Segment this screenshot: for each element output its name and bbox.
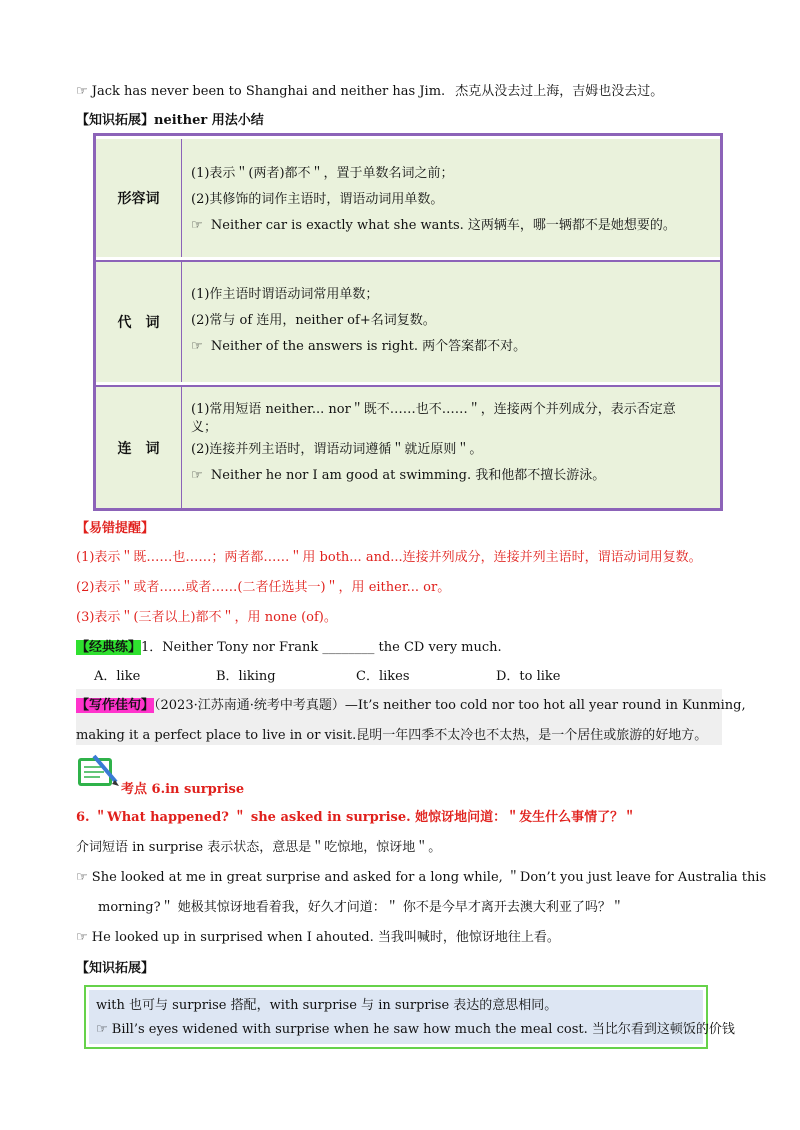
mistake-item: (3)表示＂(三者以上)都不＂，用 none (of)。: [76, 610, 337, 625]
row-label: 连 词: [96, 387, 182, 508]
option-c: C．likes: [356, 669, 410, 684]
row-content: [191, 282, 714, 360]
kaodian-label: 考点 6.in surprise: [121, 782, 245, 797]
option-a: A．like: [94, 669, 141, 684]
writing-line-2: making it a perfect place to live in or visit.昆明一年四季不太冷也不太热，是一个居住或旅游的好地方。: [76, 728, 708, 743]
row-example: ☞ Neither he nor I am good at swimming. 我和他都不擅长游泳。: [191, 468, 606, 483]
row-content: [191, 161, 714, 239]
surprise-box-content: [89, 990, 735, 1044]
row-label: 代 词: [96, 262, 182, 382]
intro-example: [76, 80, 663, 99]
row-line: (2)其修饰的词作主语时，谓语动词用单数。: [191, 192, 444, 207]
mistake-item: (1)表示＂既……也……；两者都……＂用 both... and...连接并列成分，连接并列主语时，谓语动词用复数。: [76, 550, 702, 565]
practice-tag: 【经典练】: [76, 640, 142, 655]
point6-title: 6. ＂What happened? ＂ she asked in surprise. 她惊讶地问道：＂发生什么事情了？＂: [76, 810, 637, 825]
example-1-text: She looked at me in great surprise and asked for a long while, ＂Don’t you just leave for Australia this: [91, 870, 767, 885]
writing-tag: 【写作佳句】: [76, 698, 155, 713]
row-example: ☞ Neither car is exactly what she wants. 这两辆车，哪一辆都不是她想要的。: [191, 218, 676, 233]
row-line: (1)表示＂(两者)都不＂，置于单数名词之前；: [191, 166, 454, 181]
neither-heading: [76, 109, 264, 128]
mistake-item: (2)表示＂或者……或者……(二者任选其一)＂，用 either... or。: [76, 580, 451, 595]
pointer-hand-icon: ☞: [76, 84, 88, 99]
table-row-conjunction: [96, 387, 720, 508]
pointer-hand-icon: ☞: [96, 1022, 108, 1037]
point6-example-2: [76, 926, 560, 945]
pointer-hand-icon: ☞: [191, 339, 203, 354]
row-line: (1)作主语时谓语动词常用单数；: [191, 287, 379, 302]
pointer-hand-icon: ☞: [76, 870, 88, 885]
pointer-hand-icon: ☞: [191, 218, 203, 233]
neither-usage-table: [93, 133, 723, 511]
surprise-knowledge-box: [84, 985, 735, 1049]
neither-heading-bracket: 【知识拓展】: [76, 113, 155, 128]
ext-heading: 【知识拓展】: [76, 961, 155, 976]
neither-heading-text: neither 用法小结: [154, 113, 264, 128]
practice-question: [76, 636, 502, 655]
row-line: (1)常用短语 neither... nor＂既不……也不……＂，连接两个并列成分，表示否定意: [191, 402, 676, 417]
row-line: 义；: [191, 420, 218, 435]
practice-question-text: 1．Neither Tony nor Frank ________ the CD very much.: [141, 640, 502, 655]
point6-example-1-cont: morning?＂ 她极其惊讶地看着我，好久才问道：＂ 你不是今早才离开去澳大利亚了吗？＂: [98, 900, 624, 915]
intro-example-en: Jack has never been to Shanghai and neither has Jim.: [91, 84, 446, 99]
pointer-hand-icon: ☞: [76, 930, 88, 945]
table-row-pronoun: [96, 262, 720, 382]
row-line: (2)连接并列主语时，谓语动词遵循＂就近原则＂。: [191, 442, 483, 457]
row-content: [191, 401, 714, 489]
pointer-hand-icon: ☞: [191, 468, 203, 483]
row-line: (2)常与 of 连用，neither of+名词复数。: [191, 313, 436, 328]
surprise-box-line-2: ☞ Bill’s eyes widened with surprise when he saw how much the meal cost. 当比尔看到这顿饭的价钱: [96, 1022, 735, 1037]
option-d: D．to like: [496, 669, 561, 684]
mistake-heading: 【易错提醒】: [76, 521, 155, 536]
point6-desc: 介词短语 in surprise 表示状态，意思是＂吃惊地，惊讶地＂。: [76, 840, 442, 855]
writing-line-1: [76, 694, 746, 713]
point6-example-1: [76, 866, 766, 885]
row-label: 形容词: [96, 139, 182, 257]
writing-text-1: （2023·江苏南通·统考中考真题）—It’s neither too cold nor too hot all year round in Kunming,: [154, 698, 746, 713]
table-row-adjective: [96, 139, 720, 257]
row-example: ☞ Neither of the answers is right. 两个答案都不对。: [191, 339, 527, 354]
example-2-text: He looked up in surprised when I ahouted. 当我叫喊时，他惊讶地往上看。: [91, 930, 560, 945]
option-b: B．liking: [216, 669, 276, 684]
notebook-pencil-icon: [76, 752, 120, 794]
surprise-box-line-1: with 也可与 surprise 搭配，with surprise 与 in surprise 表达的意思相同。: [96, 998, 558, 1013]
intro-example-zh: 杰克从没去过上海，吉姆也没去过。: [455, 84, 664, 99]
